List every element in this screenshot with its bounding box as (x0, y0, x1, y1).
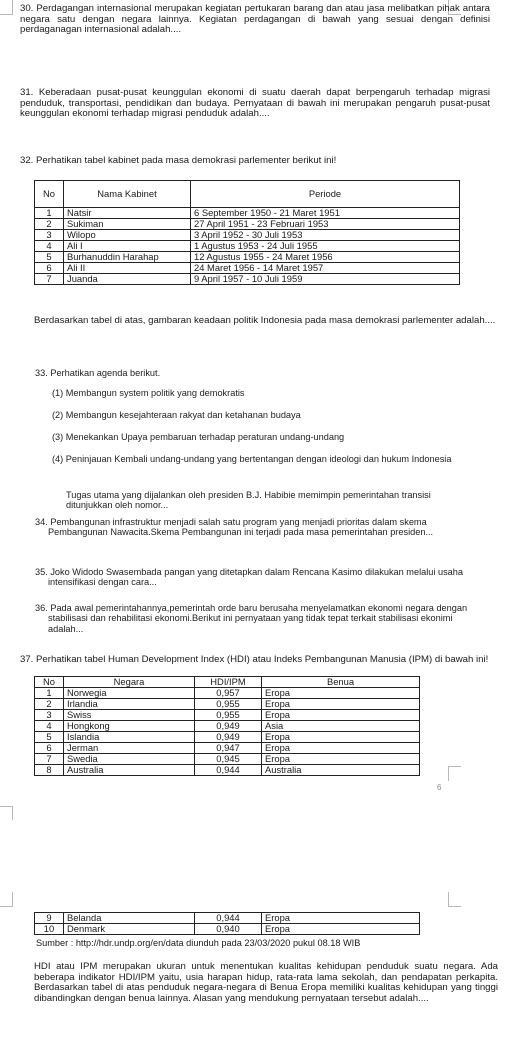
column-header: Negara (64, 677, 195, 688)
column-header: Periode (191, 181, 460, 208)
table-cell: 0,947 (195, 743, 262, 754)
table-cell: 4 (35, 721, 64, 732)
table-cell: Jerman (64, 743, 195, 754)
table-cell: 0,944 (195, 765, 262, 776)
question-text: Perhatikan tabel kabinet pada masa demokrasi parlementer berikut ini! (36, 155, 337, 166)
question-37-stem: HDI atau IPM merupakan ukuran untuk menentukan kualitas kehidupan penduduk suatu negara. Ada beberapa indikator HDI/IPM yaitu, usia harapan hidup, rata-rata lama sekolah, dan pendapatan perkapita. Berdasarkan tabel di atas penduduk negara-negara di Benua Eropa memiliki kualitas kehidupan yang tinggi dibandingkan dengan benua lainnya. Alasan yang mendukung pernyataan tersebut adalah.... (34, 961, 498, 1004)
table-cell: Ali I (64, 241, 191, 252)
document-page-2 (0, 892, 511, 1054)
table-cell: Sukiman (64, 219, 191, 230)
table-cell: Eropa (262, 710, 420, 721)
table-row (35, 230, 460, 241)
question-text: 34. Pembangunan infrastruktur menjadi salah satu program yang menjadi prioritas dalam skema Pembangunan Nawacita.Skema Pembangunan ini terjadi pada masa pemerintahan presiden... (35, 517, 434, 538)
table-row (35, 208, 460, 219)
table-cell: 9 April 1957 - 10 Juli 1959 (191, 274, 460, 285)
table-cell: Norwegia (64, 688, 195, 699)
question-text: Keberadaan pusat-pusat keunggulan ekonomi di suatu daerah dapat berpengaruh terhadap migrasi penduduk, transportasi, pendidikan dan budaya. Pernyataan di bawah ini merupakan pengaruh pusat-pusat keunggulan ekonomi terhadap migrasi penduduk adalah.... (20, 87, 490, 120)
table-cell: Swedia (64, 754, 195, 765)
column-header: Nama Kabinet (64, 181, 191, 208)
question-33-stem: Tugas utama yang dijalankan oleh presiden B.J. Habibie memimpin pemerintahan transisi ditunjukkan oleh nomor... (66, 490, 431, 511)
table-cell: 6 (35, 743, 64, 754)
table-row (35, 699, 420, 710)
table-cell: Juanda (64, 274, 191, 285)
table-cell: 0,955 (195, 699, 262, 710)
page-corner-mark (0, 806, 13, 821)
table-cell: 3 (35, 230, 64, 241)
page-corner-mark (448, 892, 461, 907)
table-cell: 7 (35, 274, 64, 285)
question-30 (20, 4, 490, 36)
table-header-row (35, 181, 460, 208)
table-cell: Eropa (262, 754, 420, 765)
table-header-row (35, 677, 420, 688)
question-text: Perhatikan tabel Human Development Index (HDI) atau Indeks Pembangunan Manusia (IPM) di bawah ini! (36, 654, 489, 665)
table-cell: 2 (35, 219, 64, 230)
table-cell: 0,949 (195, 732, 262, 743)
question-37 (20, 655, 490, 666)
table-row (35, 688, 420, 699)
agenda-item: (2) Membangun kesejahteraan rakyat dan ketahanan budaya (52, 410, 301, 420)
question-36 (35, 603, 480, 634)
agenda-item (52, 454, 472, 464)
table-cell: Denmark (64, 924, 195, 935)
page-gap (0, 820, 511, 892)
table-cell: 1 Agustus 1953 - 24 Juli 1955 (191, 241, 460, 252)
table-cell: Eropa (262, 924, 420, 935)
question-32-stem: Berdasarkan tabel di atas, gambaran keadaan politik Indonesia pada masa demokrasi parlementer adalah.... (34, 315, 496, 326)
table-row (35, 913, 420, 924)
table-cell: 3 (35, 710, 64, 721)
column-header: Benua (262, 677, 420, 688)
table-cell: Irlandia (64, 699, 195, 710)
table-cell: Belanda (64, 913, 195, 924)
question-text: 36. Pada awal pemerintahannya,pemerintah orde baru berusaha menyelamatkan ekonomi negara dengan stabilisasi dan rehabilitasi ekonomi.Berikut ini pernyataan yang tidak tepat terkait stabilisasi ekonimi adalah... (35, 603, 468, 634)
table-row (35, 252, 460, 263)
table-cell: 9 (35, 913, 64, 924)
table-row (35, 274, 460, 285)
question-text: 35. Joko Widodo Swasembada pangan yang ditetapkan dalam Rencana Kasimo dilakukan melalui usaha intensifikasi dengan cara... (35, 567, 463, 588)
page-number: 6 (437, 783, 442, 792)
table-cell: 10 (35, 924, 64, 935)
table-cell: Wilopo (64, 230, 191, 241)
table-row (35, 765, 420, 776)
agenda-item-text: (4) Peninjauan Kembali undang-undang yang bertentangan dengan ideologi dan hukum Indonesia (52, 454, 452, 464)
table-cell: Eropa (262, 743, 420, 754)
question-34 (35, 517, 475, 538)
question-35 (35, 567, 475, 588)
table-cell: 0,957 (195, 688, 262, 699)
column-header: No (35, 181, 64, 208)
table-row (35, 924, 420, 935)
page-corner-mark (0, 0, 13, 15)
table-cell: 4 (35, 241, 64, 252)
question-number: 30. (20, 3, 34, 14)
question-31 (20, 88, 490, 120)
table-cell: Burhanuddin Harahap (64, 252, 191, 263)
agenda-item: (1) Membangun system politik yang demokratis (52, 388, 245, 398)
page-corner-mark (448, 766, 461, 781)
table-cell: 12 Agustus 1955 - 24 Maret 1956 (191, 252, 460, 263)
table-cell: 0,955 (195, 710, 262, 721)
table-cell: 2 (35, 699, 64, 710)
table-row (35, 710, 420, 721)
table-source: Sumber : http://hdr.undp.org/en/data diunduh pada 23/03/2020 pukul 08.18 WIB (36, 938, 361, 948)
question-text: Perdagangan internasional merupakan kegiatan pertukaran barang dan atau jasa melibatkan pihak antara negara satu dengan negara lainnya. Kegiatan perdagangan di bawah yang sesuai dengan definisi perdaganagan internasional adalah.... (20, 3, 491, 36)
table-cell: 8 (35, 765, 64, 776)
table-cell: 1 (35, 208, 64, 219)
question-33: 33. Perhatikan agenda berikut. (35, 368, 161, 378)
question-number: 31. (20, 87, 34, 98)
table-cell: 7 (35, 754, 64, 765)
table-row (35, 263, 460, 274)
table-cell: 0,949 (195, 721, 262, 732)
question-number: 37. (20, 654, 34, 665)
table-cell: Asia (262, 721, 420, 732)
column-header: HDI/IPM (195, 677, 262, 688)
table-cell: Islandia (64, 732, 195, 743)
table-cell: Eropa (262, 688, 420, 699)
table-row (35, 754, 420, 765)
table-row (35, 721, 420, 732)
table-cell: Eropa (262, 699, 420, 710)
table-row (35, 219, 460, 230)
cabinet-table (34, 180, 460, 285)
question-32 (20, 156, 490, 167)
table-cell: 5 (35, 252, 64, 263)
table-row (35, 732, 420, 743)
hdi-table-continued (34, 912, 420, 935)
table-cell: Swiss (64, 710, 195, 721)
table-cell: 0,940 (195, 924, 262, 935)
table-cell: Ali II (64, 263, 191, 274)
agenda-item: (3) Menekankan Upaya pembaruan terhadap peraturan undang-undang (52, 432, 345, 442)
table-cell: 0,944 (195, 913, 262, 924)
table-cell: 24 Maret 1956 - 14 Maret 1957 (191, 263, 460, 274)
question-number: 32. (20, 155, 34, 166)
table-cell: Eropa (262, 732, 420, 743)
table-row (35, 743, 420, 754)
table-cell: 1 (35, 688, 64, 699)
table-cell: 0,945 (195, 754, 262, 765)
table-cell: 27 April 1951 - 23 Februari 1953 (191, 219, 460, 230)
table-cell: Hongkong (64, 721, 195, 732)
table-cell: 6 (35, 263, 64, 274)
table-cell: 3 April 1952 - 30 Juli 1953 (191, 230, 460, 241)
table-cell: Australia (262, 765, 420, 776)
table-cell: 5 (35, 732, 64, 743)
table-cell: 6 September 1950 - 21 Maret 1951 (191, 208, 460, 219)
table-row (35, 241, 460, 252)
table-cell: Natsir (64, 208, 191, 219)
column-header: No (35, 677, 64, 688)
hdi-table (34, 676, 420, 776)
page-corner-mark (0, 892, 13, 907)
table-cell: Eropa (262, 913, 420, 924)
table-cell: Australia (64, 765, 195, 776)
